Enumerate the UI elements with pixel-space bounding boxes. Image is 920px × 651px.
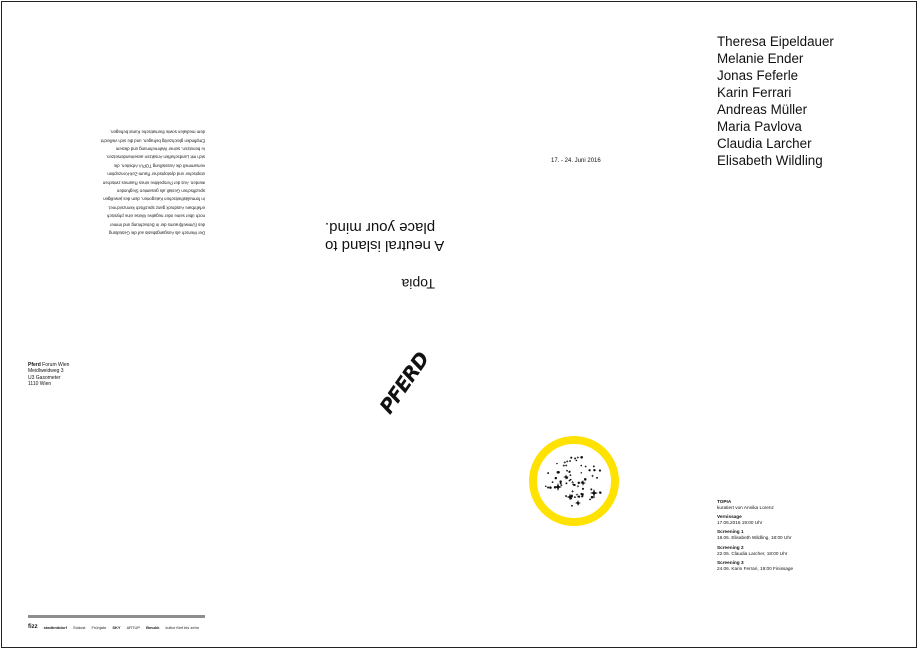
tagline-line: place your mind. (325, 219, 436, 236)
artist-name: Elisabeth Wildling (717, 153, 823, 168)
event-detail: 17.06.2016 19:00 Uhr (717, 520, 763, 526)
event-item (717, 545, 793, 557)
star-circle-graphic (528, 435, 620, 527)
artist-name: Theresa Eipeldauer (717, 34, 834, 49)
description-upside-down (89, 127, 205, 236)
sponsor-logo: Südost (73, 624, 86, 630)
exhibition-date: 17. - 24. Juni 2016 (551, 158, 601, 164)
description-line: spezifischen Gestalt als gesamten Siegfunden (116, 188, 205, 194)
sponsor-logo: SKY (112, 624, 121, 630)
sponsor-logo: Bmukk (146, 624, 160, 630)
event-detail: 22.06. Claudia Larcher, 18:00 Uhr (717, 550, 788, 556)
sponsor-logos (28, 623, 208, 631)
artist-name: Jonas Feferle (717, 68, 799, 83)
description-line: noch über seine oder negative Weise eine physisch (106, 213, 205, 219)
description-line: dem medialen sowie thematische Kunst befragen. (109, 129, 205, 135)
address-line: 1110 Wien (28, 381, 52, 388)
description-line: erfahrbare Ausdruck ganz spezifisch kennzeichnet. (108, 205, 205, 211)
artist-name: Melanie Ender (717, 51, 804, 66)
description-line: In formalästhetischen Kategorien, dem des jeweiligen (103, 196, 205, 202)
sponsor-logo: Frühjahr (91, 624, 107, 630)
address-line: U3 Gasometer (28, 374, 61, 381)
title-upside-down: Topia (401, 276, 435, 292)
artist-list (717, 33, 834, 169)
event-item (717, 560, 793, 572)
yellow-ring (533, 440, 615, 522)
description-line: sich mit Landschaften Ansätzen auseinandersetzen. (105, 154, 205, 160)
event-item (717, 514, 793, 526)
venue-address (28, 362, 69, 388)
event-heading: Screening 3 (717, 559, 744, 565)
artist-name: Andreas Müller (717, 102, 808, 117)
sponsor-logo: stadtmitdorf (43, 624, 68, 630)
description-line: werden. Aus der Perspektive eines Raumes zwischen (102, 179, 205, 185)
event-detail: 19.06. Elisabeth Wildling, 18:00 Uhr (717, 535, 792, 541)
artist-name: Karin Ferrari (717, 85, 792, 100)
event-item (717, 529, 793, 541)
description-line: utopischer und dystopischer Raum-Zeit-Konzeption (107, 171, 205, 177)
sponsor-logo: fizz (28, 624, 38, 630)
artist-name: Claudia Larcher (717, 136, 812, 151)
info-curator: kuratiert von Annika Lorenz (717, 505, 774, 510)
venue-name-bold: Pferd (28, 362, 41, 368)
artist-name: Maria Pavlova (717, 119, 802, 134)
event-info (717, 499, 793, 575)
info-header (717, 499, 793, 511)
description-line: Empfinden gleichzeitig befragen, und die sich vielleicht (100, 137, 205, 143)
address-line: Meidlweidweg 3 (28, 368, 64, 375)
tagline-line: A neutral island to (325, 237, 445, 254)
sponsor-divider (28, 615, 205, 618)
event-heading: Screening 2 (717, 544, 744, 550)
event-heading: Screening 1 (717, 529, 744, 535)
tagline-upside-down (325, 218, 465, 254)
sponsor-logo: ARTUP (126, 624, 141, 630)
description-line: des (Umwelt)raums der in Betrachtung und immer (109, 221, 205, 227)
sponsor-logo: kultur fünf bis zehn (165, 624, 200, 630)
venue-name-rest: Forum Wien (40, 362, 70, 368)
description-line: Ie benutzen, seiner Wahrnehmung und diesem (115, 146, 205, 152)
event-heading: Vernissage (717, 514, 742, 520)
description-line: Der Mensch als Ausgangsbasis auf die Gestaltung (108, 230, 205, 236)
description-line: versammelt die Ausstellung TOPIA Arbeiten, die (113, 163, 205, 169)
event-detail: 24.06. Karin Ferrari, 19:00 Finissage (717, 565, 794, 571)
info-title: TOPIA (717, 499, 732, 504)
pferd-logo: PFERD (374, 347, 434, 419)
